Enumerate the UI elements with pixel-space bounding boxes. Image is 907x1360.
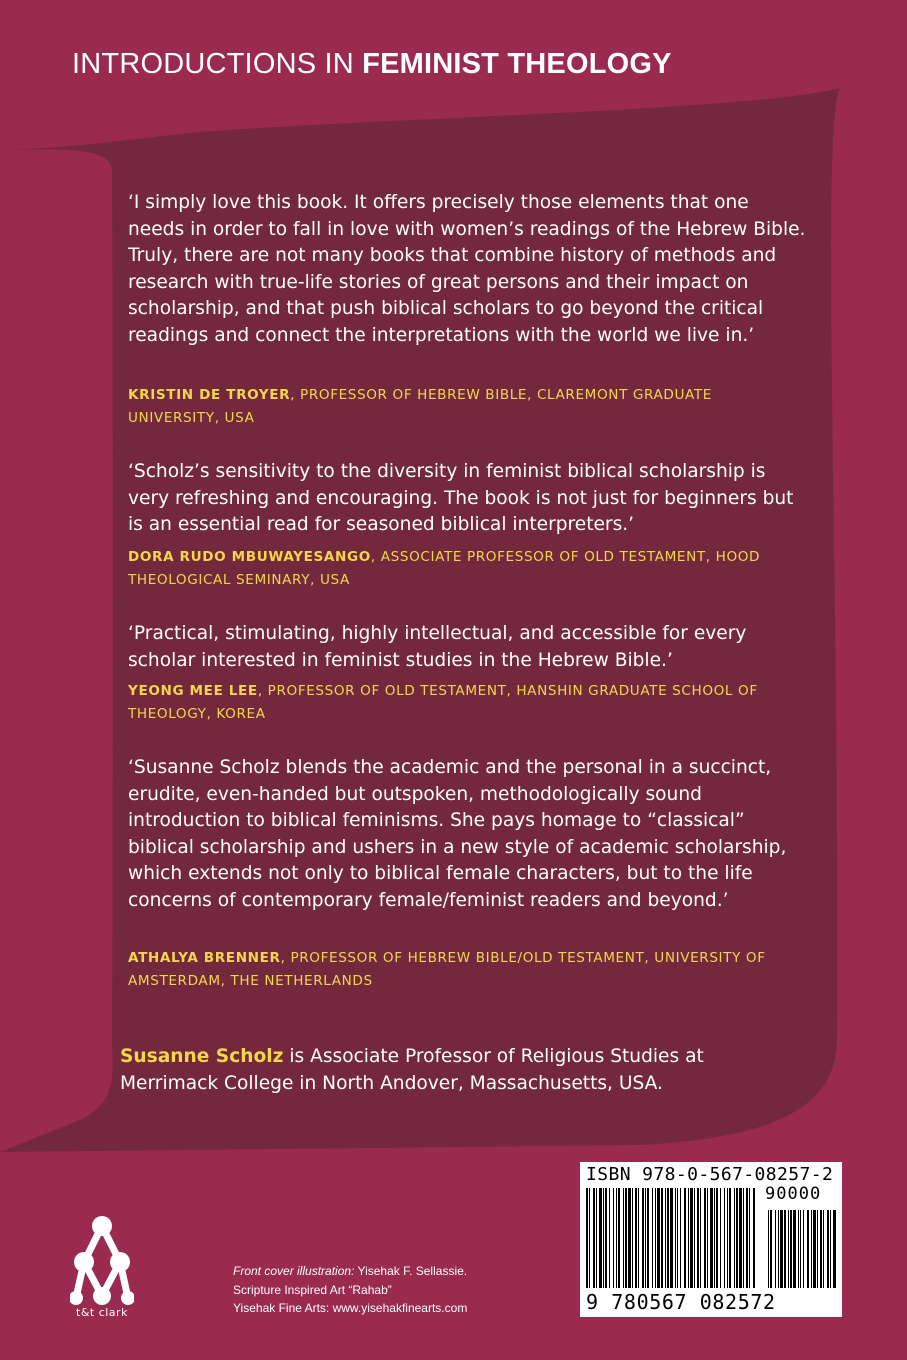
barcode-bar <box>743 1188 744 1288</box>
barcode-bar <box>710 1188 713 1288</box>
barcode-addon-bar <box>770 1210 772 1288</box>
author-bio <box>120 1043 800 1097</box>
barcode-addon-bar <box>811 1210 812 1288</box>
barcode-bar <box>700 1188 701 1288</box>
barcode-bar <box>665 1188 666 1288</box>
barcode-bar <box>628 1188 631 1288</box>
barcode-addon-bar <box>780 1210 783 1288</box>
endorser-affiliation: , PROFESSOR OF OLD TESTAMENT, HANSHIN GRADUATE SCHOOL OF THEOLOGY, KOREA <box>128 683 758 722</box>
barcode-bar <box>697 1188 699 1288</box>
barcode-bar <box>657 1188 660 1288</box>
barcode-bar <box>688 1188 689 1288</box>
barcode-bar <box>603 1188 604 1288</box>
barcode-bar <box>661 1188 663 1288</box>
barcode-addon-bar <box>790 1210 792 1288</box>
barcode-addon-bar <box>813 1210 816 1288</box>
barcode-bar <box>586 1188 588 1288</box>
endorsement-attribution-3 <box>128 680 808 726</box>
endorsement-attribution-1 <box>128 384 808 430</box>
barcode-bar <box>736 1188 738 1288</box>
barcode-bar <box>716 1188 718 1288</box>
barcode-bar <box>680 1188 681 1288</box>
series-name: FEMINIST THEOLOGY <box>362 48 672 80</box>
barcode-bar <box>670 1188 673 1288</box>
barcode-bar <box>599 1188 602 1288</box>
barcode-bar <box>635 1188 637 1288</box>
endorsement-quote-3: ‘Practical, stimulating, highly intellectual, and accessible for every scholar interested in feminist studies in the Hebrew Bible.’ <box>128 623 747 671</box>
barcode-bar <box>593 1188 595 1288</box>
barcode-addon-bar <box>833 1210 836 1288</box>
barcode-bar <box>677 1188 678 1288</box>
barcode-bar <box>613 1188 614 1288</box>
isbn-barcode <box>580 1162 842 1317</box>
barcode-bar <box>652 1188 653 1288</box>
barcode-bars <box>586 1188 836 1292</box>
barcode-bar <box>625 1188 627 1288</box>
credit-line-3: Yisehak Fine Arts: www.yisehakfinearts.com <box>233 1301 468 1315</box>
barcode-bar <box>655 1188 656 1288</box>
author-name: Susanne Scholz <box>120 1046 284 1067</box>
barcode-addon-bar <box>827 1210 829 1288</box>
publisher-logo-icon <box>70 1214 134 1314</box>
barcode-addon-bar <box>800 1210 801 1288</box>
barcode-bar <box>632 1188 633 1288</box>
credit-line-2: Scripture Inspired Art “Rahab” <box>233 1282 392 1297</box>
credit-artist: Yisehak F. Sellassie. <box>354 1264 468 1278</box>
publisher-name: t&t clark <box>76 1306 128 1319</box>
barcode-bar <box>605 1188 607 1288</box>
barcode-bar <box>714 1188 715 1288</box>
barcode-bar <box>724 1188 725 1288</box>
barcode-bar <box>694 1188 695 1288</box>
barcode-bar <box>667 1188 669 1288</box>
endorser-name: ATHALYA BRENNER <box>128 950 281 966</box>
barcode-bar <box>638 1188 639 1288</box>
barcode-addon-bar <box>798 1210 799 1288</box>
barcode-addon-bar <box>830 1210 831 1288</box>
barcode-bar <box>618 1188 620 1288</box>
cover-credit <box>233 1262 467 1318</box>
barcode-bar <box>675 1188 676 1288</box>
barcode-addon-bar <box>807 1210 809 1288</box>
isbn-label: ISBN 978-0-567-08257-2 <box>586 1164 834 1185</box>
endorser-name: KRISTIN DE TROYER <box>128 387 291 403</box>
barcode-bar <box>609 1188 610 1288</box>
series-title <box>72 48 672 81</box>
barcode-bar <box>684 1188 686 1288</box>
barcode-bar <box>589 1188 590 1288</box>
barcode-bar <box>690 1188 693 1288</box>
barcode-bar <box>707 1188 708 1288</box>
barcode-bar <box>647 1188 649 1288</box>
endorsement-quote-1: ‘I simply love this book. It offers precisely those elements that one needs in order to fall in love with women’s readings of the Hebrew Bible. Truly, there are not many books that combine history of methods and research with true-life stories of great persons and their impact on scholarship, and that push biblical scholars to go beyond the critical readings and connect the interpretations with the world we live in.’ <box>128 192 806 346</box>
barcode-bar <box>616 1188 617 1288</box>
barcode-addon-bar <box>820 1210 822 1288</box>
barcode-bar <box>753 1188 755 1288</box>
barcode-bar <box>623 1188 624 1288</box>
barcode-bar <box>749 1188 750 1288</box>
barcode-bar <box>704 1188 706 1288</box>
barcode-bar <box>746 1188 748 1288</box>
barcode-bar <box>739 1188 742 1288</box>
endorser-affiliation: , ASSOCIATE PROFESSOR OF OLD TESTAMENT, HOOD THEOLOGICAL SEMINARY, USA <box>128 549 761 588</box>
series-prefix: INTRODUCTIONS IN <box>72 48 363 80</box>
barcode-addon-number: 90000 <box>765 1184 822 1204</box>
barcode-addon-bar <box>803 1210 804 1288</box>
barcode-bar <box>596 1188 597 1288</box>
barcode-addon-bar <box>817 1210 818 1288</box>
barcode-addon-bar <box>775 1210 776 1288</box>
endorser-name: YEONG MEE LEE <box>128 683 258 699</box>
barcode-bar <box>720 1188 721 1288</box>
endorser-affiliation: , PROFESSOR OF HEBREW BIBLE/OLD TESTAMENT, UNIVERSITY OF AMSTERDAM, THE NETHERLANDS <box>128 950 766 989</box>
endorsement-quote-2: ‘Scholz’s sensitivity to the diversity in feminist biblical scholarship is very refreshing and encouraging. The book is not just for beginners but is an essential read for seasoned biblical interpreters.’ <box>128 461 794 536</box>
endorsement-attribution-2 <box>128 546 808 592</box>
barcode-bar <box>642 1188 644 1288</box>
barcode-bar <box>645 1188 646 1288</box>
left-band <box>0 149 113 1152</box>
endorsement-attribution-4 <box>128 947 808 993</box>
barcode-addon-bar <box>823 1210 824 1288</box>
endorsement-quote-4: ‘Susanne Scholz blends the academic and the personal in a succinct, erudite, even-handed but outspoken, methodologically sound introduction to biblical feminisms. She pays homage to “classical” biblical scholarship and ushers in a new style of academic scholarship, which extends not only to biblical female characters, but to the life concerns of contemporary female/feminist readers and beyond.’ <box>128 757 787 911</box>
endorser-name: DORA RUDO MBUWAYESANGO <box>128 549 371 565</box>
barcode-addon-bar <box>778 1210 779 1288</box>
barcode-addon-bar <box>788 1210 789 1288</box>
barcode-bar <box>729 1188 731 1288</box>
barcode-bar <box>734 1188 735 1288</box>
endorser-affiliation: , PROFESSOR OF HEBREW BIBLE, CLAREMONT GRADUATE UNIVERSITY, USA <box>128 387 712 426</box>
credit-label: Front cover illustration: <box>233 1264 355 1278</box>
author-bio-text: is Associate Professor of Religious Studies at Merrimack College in North Andover, Massachusetts, USA. <box>120 1046 704 1094</box>
barcode-addon-bar <box>768 1210 769 1288</box>
ean-number: 9 780567 082572 <box>586 1290 776 1314</box>
barcode-addon-bar <box>784 1210 786 1288</box>
barcode-bar <box>727 1188 728 1288</box>
barcode-addon-bar <box>793 1210 796 1288</box>
